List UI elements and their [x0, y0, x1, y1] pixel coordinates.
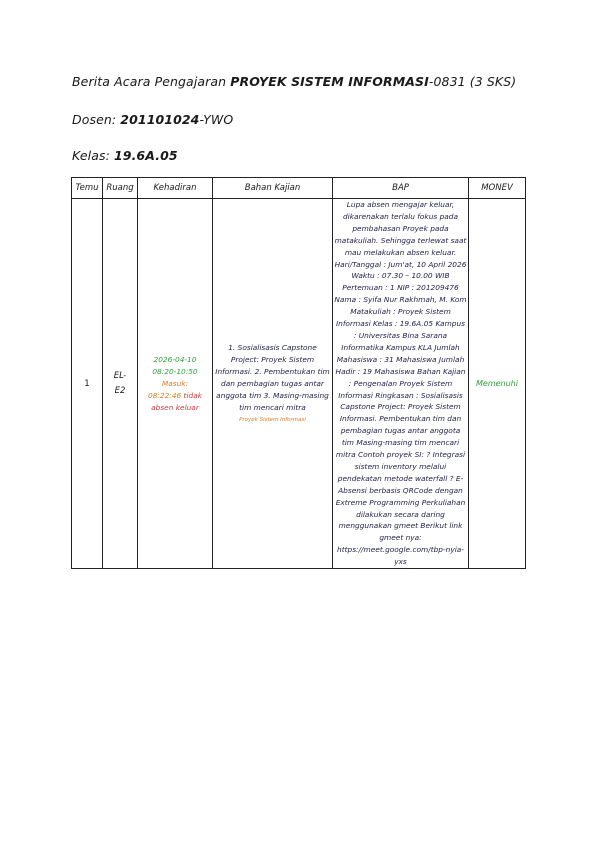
kelas-label: Kelas:	[72, 148, 110, 163]
bahan-kajian-text: 1. Sosialisasis Capstone Project: Proyek Sistem Informasi. 2. Pembentukan tim dan pembagian tugas antar anggota tim 3. Masing-masing tim mencari mitra	[215, 343, 330, 413]
kehadiran-masuk-label: Masuk:	[161, 378, 189, 388]
title-prefix: Berita Acara Pengajaran	[72, 74, 227, 89]
kehadiran-time: 08:20-10:50	[152, 366, 198, 376]
cell-ruang	[103, 199, 138, 569]
course-name: PROYEK SISTEM INFORMASI	[230, 74, 429, 89]
dosen-label: Dosen:	[72, 112, 117, 127]
course-suffix: -0831 (3 SKS)	[428, 74, 517, 89]
column-header-monev: MONEV	[469, 178, 526, 199]
kehadiran-date: 2026-04-10	[153, 354, 197, 364]
column-header-bap: BAP	[333, 178, 469, 199]
kehadiran-masuk-time: 08:22:46	[147, 390, 182, 400]
cell-temu: 1	[72, 199, 103, 569]
kehadiran-absen-keluar: absen keluar	[151, 402, 199, 412]
document-title	[72, 74, 516, 89]
bahan-kajian-subtitle: Proyek Sistem Informasi	[239, 417, 306, 424]
table-header-row	[72, 178, 526, 199]
cell-bahan-kajian	[213, 199, 333, 569]
dosen-id: 201101024	[120, 112, 200, 127]
teaching-report-table	[71, 177, 526, 569]
ruang-line-1: EL-	[113, 370, 127, 381]
ruang-line-2: E2	[114, 385, 126, 396]
kelas-line	[72, 148, 178, 163]
cell-bap: Lupa absen mengajar keluar, dikarenakan terlalu fokus pada pembahasan Proyek pada matakuliah. Sehingga terlewat saat mau melakukan absen keluar. Hari/Tanggal : Jum'at, 10 April 2026 Waktu : 07.30 – 10.00 WIB Pertemuan : 1 NIP : 201209476 Nama : Syifa Nur Rakhmah, M. Kom Matakuliah : Proyek Sistem Informasi Kelas : 19.6A.05 Kampus : Universitas Bina Sarana Informatika Kampus KLA Jumlah Mahasiswa : 31 Mahasiswa Jumlah Hadir : 19 Mahasiswa Bahan Kajian : Pengenalan Proyek Sistem Informasi Ringkasan : Sosialisasis Capstone Project: Proyek Sistem Informasi. Pembentukan tim dan pembagian tugas antar anggota tim Masing-masing tim mencari mitra Contoh proyek SI: ? Integrasi sistem inventory melalui pendekatan metode waterfall ? E-Absensi berbasis QRCode dengan Extreme Programming Perkuliahan dilakukan secara daring menggunakan gmeet Berikut link gmeet nya: https://meet.google.com/tbp-nyia-yxs	[333, 199, 469, 569]
column-header-bahan-kajian: Bahan Kajian	[213, 178, 333, 199]
column-header-ruang: Ruang	[103, 178, 138, 199]
column-header-kehadiran: Kehadiran	[138, 178, 213, 199]
table-row	[72, 199, 526, 569]
kehadiran-tidak: tidak	[183, 390, 202, 400]
column-header-temu: Temu	[72, 178, 103, 199]
kelas-value: 19.6A.05	[113, 148, 178, 163]
cell-monev: Memenuhi	[469, 199, 526, 569]
dosen-line	[72, 112, 233, 127]
cell-kehadiran	[138, 199, 213, 569]
dosen-suffix: -YWO	[199, 112, 234, 127]
